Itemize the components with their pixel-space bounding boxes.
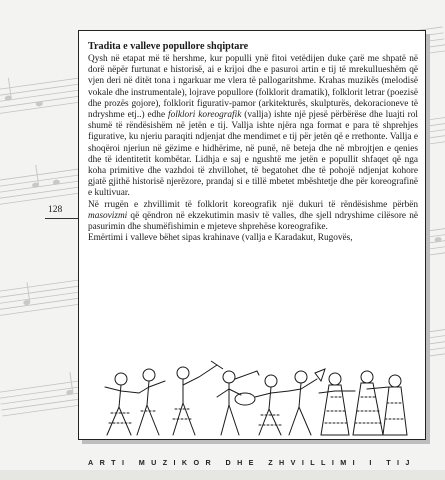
page-bottom-edge [0, 470, 445, 480]
paragraph-3: Emërtimi i valleve bëhet sipas krahinave (vallja e Karadakut, Rugovës, [88, 233, 353, 244]
paragraph-2-text-b: që qëndron në ekzekutimin masiv të valles, dhe sjell ndryshime cilësore në pasurimin dhe shumëfishimin e mjeteve shprehëse koreografike. [88, 210, 418, 233]
page-footer: ARTI MUZIKOR DHE ZHVILLIMI I TIJ [88, 458, 416, 467]
paragraph-2 [88, 200, 418, 234]
page-number-rule [45, 218, 79, 219]
paragraph-1-text-a: Qysh në etapat më të hershme, kur populli ynë fitoi vetëdijen duke çarë me shpatë në dorë nëpër furtunat e historisë, ai e krijoi dhe e pasuroi artin e tij të mrekullueshëm që vjen deri në ditët tona i ngarkuar me vlera të pallogaritshme. Krahas muzikës (melodisë vokale dhe instrumentale), lojrave popullore (folklorit dramatik), folklorit letrar (poezisë dhe prozës gojore), folklorit figurativ-pamor (arkitekturës, skulpturës, dekoracioneve të ndryshme etj..) edhe [88, 54, 418, 121]
paragraph-2-emphasis: masovizmi [88, 210, 128, 221]
article-content [88, 40, 418, 244]
paragraph-1-text-b: (vallja) ishte një pjesë përbërëse dhe luajti rol shumë të rëndësishëm në jetën e tij. Vallja ishte njëra nga format e para të shprehjes figurative, ku njeriu paraqiti ndjenjat dhe mendimet e tij për jetën që e rrethonte. Vallja e shoqëroi njeriun në gëzime e hidhërime, në punë, në beteja dhe në mbrojtjen e qenies dhe të identitetit kombëtar. Lidhja e saj e ngushtë me jetën e popullit shfaqet që nga koha primitive dhe vazhdoi të zhvillohet, të begatohet dhe të pohojë ndjenjat kohore gjatë gjithë historisë njerëzore, prandaj si e tillë mbetet mbështetje dhe për koreografinë e kultivuar. [88, 110, 418, 199]
paragraph-1-emphasis: folklori koreografik [168, 110, 242, 121]
paragraph-1 [88, 54, 418, 200]
article-box [78, 30, 426, 440]
article-heading: Tradita e valleve popullore shqiptare [88, 41, 249, 52]
page-number: 128 [48, 205, 63, 215]
paragraph-2-text-a: Në rrugën e zhvillimit të folklorit koreografik një dukuri të rëndësishme përbën [88, 199, 418, 210]
folk-dancers-illustration [99, 357, 409, 437]
